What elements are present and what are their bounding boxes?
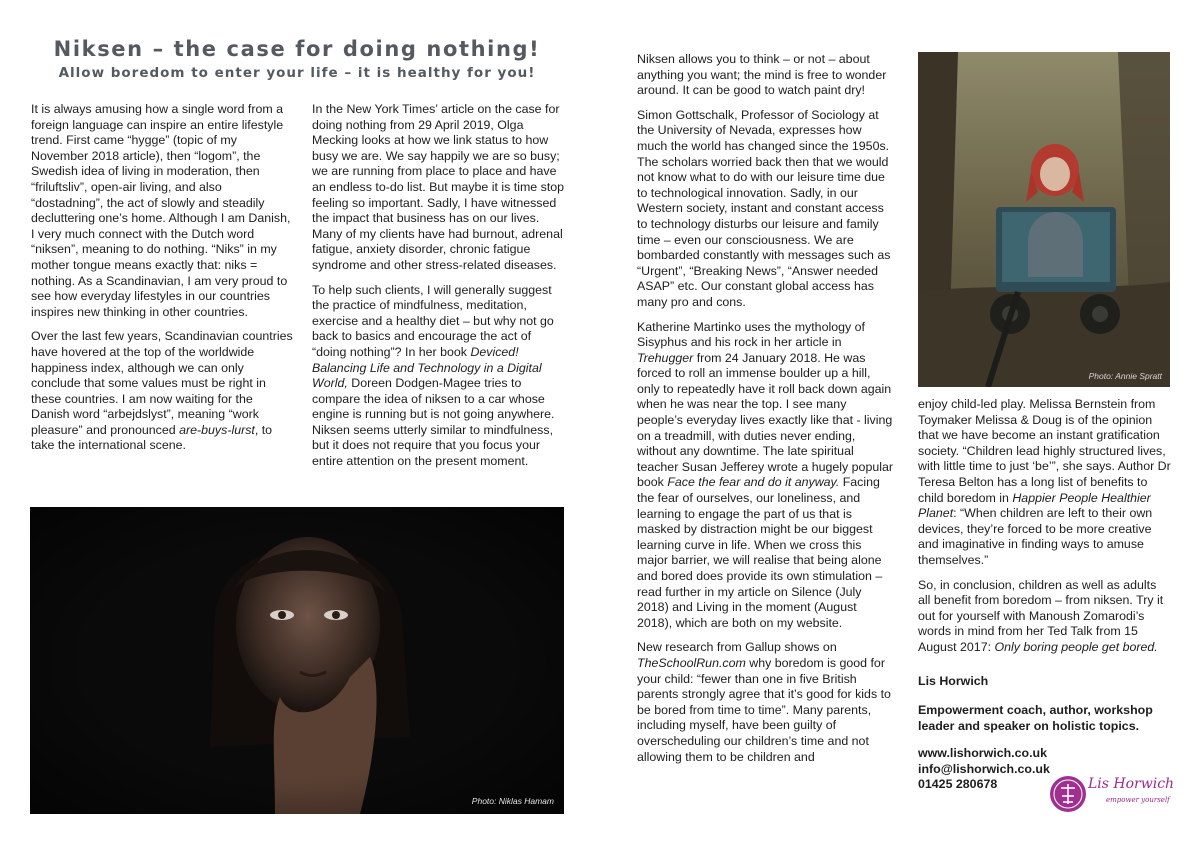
column-4 (918, 397, 1175, 793)
column-1 (31, 102, 293, 463)
paragraph: enjoy child-led play. Melissa Bernstein from Toymaker Melissa & Doug is of the opinion that we have become an instant gratification society. “Children lead highly structured lives, with little time to just ‘be’”, she says. Author Dr Teresa Belton has a long list of benefits to child boredom in Happier People Healthier Planet: “When children are left to their own devices, they’re forced to be more creative and imaginative in finding ways to amuse themselves.” (918, 397, 1171, 567)
article-subtitle: Allow boredom to enter your life – it is healthy for you! (58, 65, 536, 81)
article-title: Niksen – the case for doing nothing! (53, 37, 541, 61)
column-3 (637, 52, 895, 774)
paragraph: Simon Gottschalk, Professor of Sociology at the University of Nevada, expresses how much the world has changed since the 1950s. The scholars worried back then that we would not know what to do with our leisure time due to technological innovation. Sadly, in our Western society, instant and constant access to technology disturbs our leisure and family time – even our consciousness. We are bombarded constantly with messages such as “Urgent”, “Breaking News”, “Answer needed ASAP” etc. Our constant global access has many pro and cons. (637, 107, 891, 309)
logo-tagline: empower yourself (1106, 796, 1170, 804)
photo-child-illustration (918, 52, 1170, 387)
paragraph: It is always amusing how a single word from a foreign language can inspire an entire lifestyle trend. First came “hygge” (topic of my November 2018 article), then “logom”, the Swedish idea of living in moderation, then “friluftsliv”, open-air living, and also “dostadning”, the act of slowly and steadily decluttering one’s home. Although I am Danish, I very much connect with the Dutch word “niksen”, meaning to do nothing. “Niks” in my mother tongue means exactly that: niks = nothing. As a Scandinavian, I am very proud to see how everyday lifestyles in our countries inspires new thinking in other countries. (31, 102, 291, 319)
photo-credit-woman: Photo: Niklas Hamam (471, 796, 554, 806)
paragraph: In the New York Times’ article on the case for doing nothing from 29 April 2019, Olga Mecking looks at how we link status to how busy we are. We say happily we are so busy; we are running from place to place and have an endless to-do list. But maybe it is time stop feeling so important. Sadly, I have witnessed the impact that business has on our lives. Many of my clients have had burnout, adrenal fatigue, anxiety disorder, chronic fatigue syndrome and other stress-related diseases. (312, 102, 565, 272)
paragraph: To help such clients, I will generally suggest the practice of mindfulness, meditation, exercise and a healthy diet – but why not go back to basics and encourage the act of “doing nothing”? In her book Deviced! Balancing Life and Technology in a Digital World, Doreen Dodgen-Magee tries to compare the idea of niksen to a car whose engine is running but is not going anywhere. Niksen seems utterly similar to mindfulness, but it does not require that you focus your entire attention on the present moment. (312, 282, 555, 469)
photo-credit-child: Photo: Annie Spratt (1088, 371, 1162, 381)
photo-woman (30, 507, 564, 814)
author-website: www.lishorwich.co.uk (918, 746, 1047, 761)
author-role: Empowerment coach, author, workshop leader and speaker on holistic topics. (918, 703, 1153, 733)
column-2 (312, 102, 566, 479)
photo-woman-illustration (30, 507, 564, 814)
paragraph: New research from Gallup shows on TheSchoolRun.com why boredom is good for your child: “fewer than one in five British parents strongly agree that it’s good for kids to be bored from time to time”. Many parents, including myself, have been guilty of overscheduling our children’s time and not allowing them to be children and (637, 640, 891, 764)
author-name: Lis Horwich (918, 673, 989, 688)
paragraph: Niksen allows you to think – or not – about anything you want; the mind is free to wonder around. It can be good to watch paint dry! (637, 52, 887, 98)
author-phone: 01425 280678 (918, 777, 998, 792)
paragraph: Katherine Martinko uses the mythology of Sisyphus and his rock in her article in Trehugger from 24 January 2018. He was forced to roll an immense boulder up a hill, only to repeatedly have it roll back down again when he was near the top. I see many people’s everyday lives exactly like that - living on a treadmill, with duties never ending, without any downtime. The late spiritual teacher Susan Jefferey wrote a hugely popular book Face the fear and do it anyway. Facing the fear of ourselves, our loneliness, and learning to engage the part of us that is masked by distraction might be our biggest learning curve in life. When we cross this major barrier, we will realise that being alone and bored does provide its own stimulation – read further in my article on Silence (July 2018) and Living in the moment (August 2018), which are both on my website. (637, 319, 894, 630)
author-email: info@lishorwich.co.uk (918, 761, 1050, 776)
photo-child-wagon (918, 52, 1170, 387)
logo-name: Lis Horwich (1088, 776, 1175, 792)
paragraph: Over the last few years, Scandinavian countries have hovered at the top of the worldwide happiness index, although we can only conclude that some values must be right in these countries. I am now waiting for the Danish word “arbejdslyst”, meaning “work pleasure” and pronounced are-buys-lurst, to take the international scene. (31, 329, 293, 453)
paragraph: So, in conclusion, children as well as adults all benefit from boredom – from niksen. Try it out for yourself with Manoush Zomarodi’s words in mind from her Ted Talk from 15 August 2017: Only boring people get bored. (918, 577, 1164, 654)
